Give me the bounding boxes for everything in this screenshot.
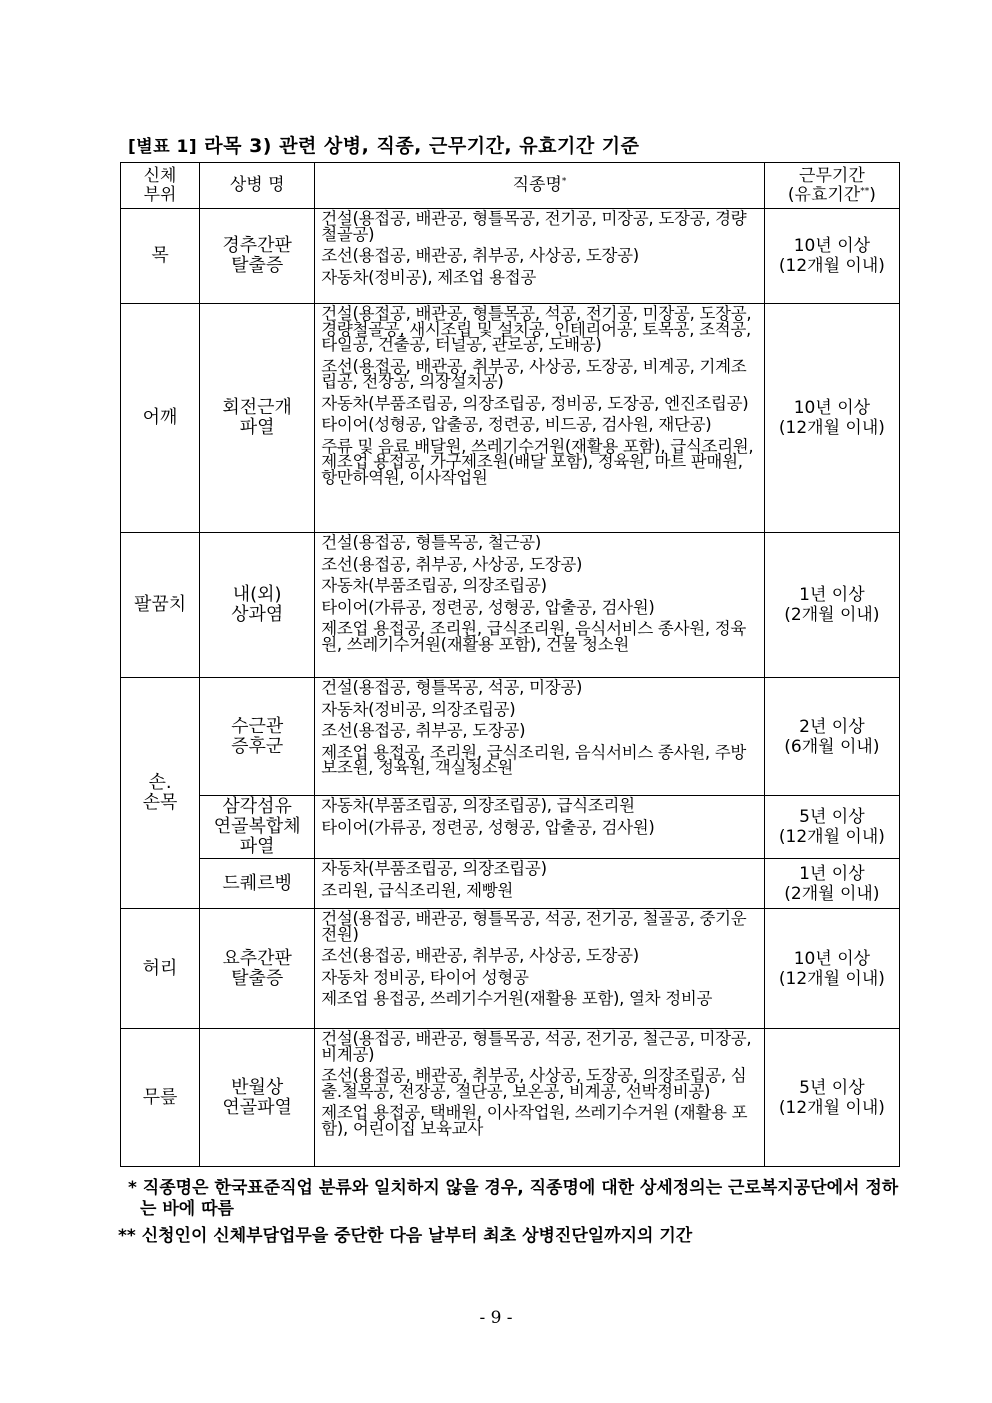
footnote-2: ** 신청인이 신체부담업무을 중단한 다음 날부터 최초 상병진단일까지의 기간: [118, 1226, 693, 1246]
job-line: 제조업 용접공, 조리원, 급식조리원, 음식서비스 종사원, 정육원, 쓰레기수거원(재활용 포함), 건물 청소원: [321, 619, 747, 654]
body-part-cell: 허리: [121, 909, 200, 1029]
disease-cell: 경추간판 탈출증: [200, 209, 315, 304]
job-line: 조선(용접공, 배관공, 취부공, 사상공, 도장공): [321, 246, 639, 265]
table-row: [121, 909, 900, 1029]
job-line: 제조업 용접공, 택배원, 이사작업원, 쓰레기수거원 (재활용 포함), 어린이집 보육교사: [321, 1103, 748, 1138]
job-line: 조리원, 급식조리원, 제빵원: [321, 880, 514, 900]
body-part-cell: 손. 손목: [121, 678, 200, 909]
page-number: - 9 -: [479, 1308, 513, 1328]
period-cell: 10년 이상 (12개월 이내): [764, 304, 899, 533]
period-cell: 1년 이상 (2개월 이내): [764, 533, 899, 678]
body-part-cell: 무릎: [121, 1029, 200, 1167]
period-cell: 2년 이상 (6개월 이내): [764, 678, 899, 796]
job-line: 제조업 용접공, 쓰레기수거원(재활용 포함), 열차 정비공: [321, 989, 713, 1008]
table-row: [121, 533, 900, 678]
job-line: 조선(용접공, 배관공, 취부공, 사상공, 도장공): [321, 946, 639, 965]
jobs-cell: [315, 678, 765, 796]
period-cell: 1년 이상 (2개월 이내): [764, 859, 899, 909]
job-line: 자동차(부품조립공, 의장조립공, 정비공, 도장공, 엔진조립공): [321, 393, 749, 413]
footnote-1: * 직종명은 한국표준직업 분류와 일치하지 않을 경우, 직종명에 대한 상세정의는 근로복지공단에서 정하는 바에 따름: [128, 1178, 899, 1219]
job-line: 자동차(부품조립공, 의장조립공), 급식조리원: [321, 796, 635, 815]
jobs-cell: [315, 796, 765, 859]
table-row: [121, 859, 900, 909]
table-row: [121, 678, 900, 796]
job-line: 자동차(정비공, 의장조립공): [321, 699, 516, 719]
footnotes: [118, 1178, 900, 1247]
header-row: [121, 163, 900, 209]
job-line: 자동차(부품조립공, 의장조립공): [321, 859, 547, 878]
disease-cell: 요추간판 탈출증: [200, 909, 315, 1029]
header-disease: 상병 명: [200, 163, 315, 209]
disease-cell: 내(외) 상과염: [200, 533, 315, 678]
job-line: 조선(용접공, 배관공, 취부공, 사상공, 도장공, 의장조립공, 심출.철목공, 전장공, 절단공, 보온공, 비계공, 선박정비공): [321, 1066, 747, 1101]
period-cell: 10년 이상 (12개월 이내): [764, 909, 899, 1029]
job-line: 조선(용접공, 취부공, 사상공, 도장공): [321, 554, 583, 574]
job-line: 타이어(가류공, 정련공, 성형공, 압출공, 검사원): [321, 597, 655, 617]
period-cell: 5년 이상 (12개월 이내): [764, 1029, 899, 1167]
disease-cell: 수근관 증후군: [200, 678, 315, 796]
job-line: 자동차(정비공), 제조업 용접공: [321, 267, 537, 287]
jobs-cell: [315, 304, 765, 533]
job-line: 건설(용접공, 형틀목공, 석공, 미장공): [321, 678, 583, 697]
jobs-cell: [315, 533, 765, 678]
job-line: 건설(용접공, 배관공, 형틀목공, 전기공, 미장공, 도장공, 경량철골공): [321, 209, 747, 244]
title-text: 라목 3) 관련 상병, 직종, 근무기간, 유효기간 기준: [204, 135, 640, 157]
period-cell: 10년 이상 (12개월 이내): [764, 209, 899, 304]
disease-cell: 드퀘르벵: [200, 859, 315, 909]
job-line: 제조업 용접공, 조리원, 급식조리원, 음식서비스 종사원, 주방보조원, 정육원, 객실청소원: [321, 742, 747, 777]
table-row: [121, 304, 900, 533]
job-line: 자동차(부품조립공, 의장조립공): [321, 576, 547, 595]
title-tag: [별표 1]: [128, 137, 198, 157]
job-line: 주류 및 음료 배달원, 쓰레기수거원(재활용 포함), 급식조리원, 제조업 용접공, 가구제조원(배달 포함), 정육원, 마트 판매원, 항만하역원, 이사작업원: [321, 436, 754, 487]
table-row: [121, 796, 900, 859]
table-title: [128, 131, 640, 158]
body-part-cell: 목: [121, 209, 200, 304]
job-line: 건설(용접공, 배관공, 형틀목공, 석공, 전기공, 미장공, 도장공, 경량철골공, 새시조립 및 설치공, 인테리어공, 토목공, 조적공, 타일공, 건출공, 터널공, 관로공, 도배공): [321, 304, 752, 354]
job-line: 조선(용접공, 취부공, 도장공): [321, 721, 526, 740]
period-cell: 5년 이상 (12개월 이내): [764, 796, 899, 859]
disease-cell: 회전근개 파열: [200, 304, 315, 533]
job-line: 타이어(가류공, 정련공, 성형공, 압출공, 검사원): [321, 817, 655, 837]
header-jobs: 직종명*: [315, 163, 765, 209]
body-part-cell: 어깨: [121, 304, 200, 533]
job-line: 자동차 정비공, 타이어 성형공: [321, 967, 529, 987]
header-period: 근무기간 (유효기간**): [764, 163, 899, 209]
job-line: 조선(용접공, 배관공, 취부공, 사상공, 도장공, 비계공, 기계조립공, 전장공, 의장설치공): [321, 356, 747, 391]
jobs-cell: [315, 859, 765, 909]
job-line: 건설(용접공, 형틀목공, 철근공): [321, 533, 541, 552]
table-row: [121, 209, 900, 304]
jobs-cell: [315, 909, 765, 1029]
header-body-part: 신체 부위: [121, 163, 200, 209]
body-part-cell: 팔꿈치: [121, 533, 200, 678]
table-row: [121, 1029, 900, 1167]
job-line: 타이어(성형공, 압출공, 정련공, 비드공, 검사원, 재단공): [321, 415, 712, 434]
disease-cell: 반월상 연골파열: [200, 1029, 315, 1167]
job-line: 건설(용접공, 배관공, 형틀목공, 석공, 전기공, 철근공, 미장공, 비계공): [321, 1029, 752, 1064]
job-line: 건설(용접공, 배관공, 형틀목공, 석공, 전기공, 철골공, 중기운전원): [321, 909, 747, 944]
criteria-table: [120, 162, 900, 1167]
jobs-cell: [315, 209, 765, 304]
disease-cell: 삼각섬유 연골복합체 파열: [200, 796, 315, 859]
jobs-cell: [315, 1029, 765, 1167]
